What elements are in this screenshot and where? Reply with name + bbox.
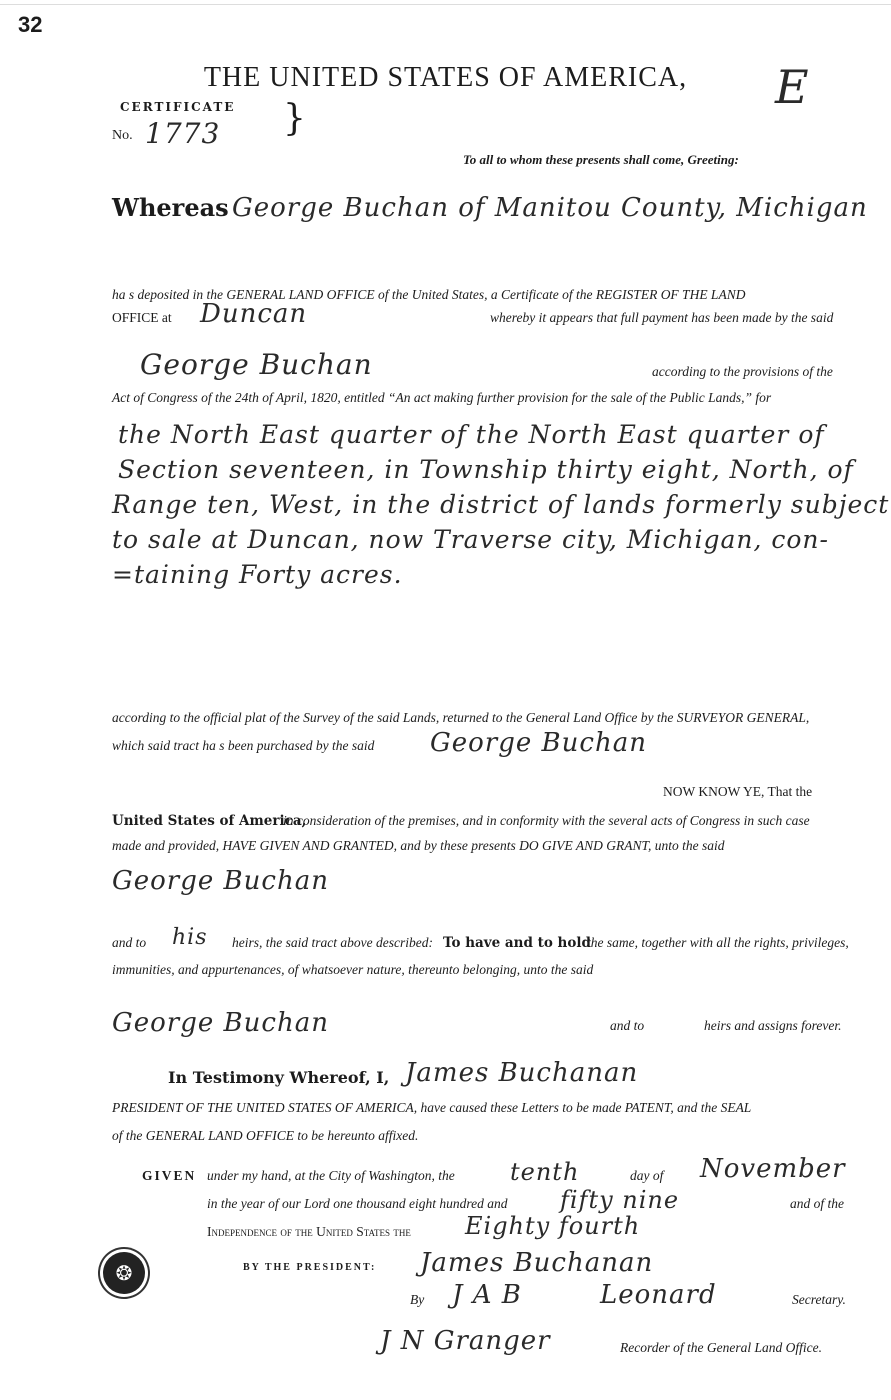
- greeting: To all to whom these presents shall come, Greeting:: [463, 152, 739, 167]
- certificate-number: 1773: [145, 117, 221, 150]
- and-to: and to: [112, 935, 147, 950]
- given-line-2: in the year of our Lord one thousand eight hundred and: [207, 1196, 508, 1211]
- given-day: tenth: [510, 1158, 580, 1186]
- deposit-grantee: George Buchan: [140, 348, 373, 381]
- recorder-label: Recorder of the General Land Office.: [620, 1340, 822, 1355]
- act-line: Act of Congress of the 24th of April, 1820, entitled “An act making further provision for the sale of the Public Lands,” for: [112, 390, 772, 405]
- given-word: GIVEN: [142, 1168, 197, 1183]
- by-the-president: BY THE PRESIDENT:: [243, 1262, 377, 1273]
- secretary-label: Secretary.: [792, 1292, 846, 1307]
- day-of: day of: [630, 1168, 664, 1183]
- president-name: James Buchanan: [405, 1058, 639, 1088]
- to-have-and-to-hold: To have and to hold: [443, 935, 591, 951]
- heirs-and-assigns: heirs and assigns forever.: [704, 1018, 842, 1033]
- description-line-1: the North East quarter of the North East quarter of: [118, 420, 825, 449]
- office-suffix: whereby it appears that full payment has been made by the said: [490, 310, 834, 325]
- description-line-4: to sale at Duncan, now Traverse city, Michigan, con-: [112, 525, 829, 554]
- president-signature: James Buchanan: [420, 1248, 654, 1278]
- brace-glyph: }: [283, 98, 306, 139]
- independence-year: Eighty fourth: [465, 1212, 641, 1240]
- corner-mark: E: [775, 60, 810, 114]
- secretary-name: Leonard: [600, 1280, 717, 1310]
- office-prefix: OFFICE at: [112, 310, 172, 325]
- document-title: THE UNITED STATES OF AMERICA,: [203, 62, 688, 93]
- and-of-the: and of the: [790, 1196, 844, 1211]
- seal-icon: ❂: [103, 1252, 145, 1294]
- testimony-line-2: of the GENERAL LAND OFFICE to be hereunto affixed.: [112, 1128, 419, 1143]
- description-line-3: Range ten, West, in the district of lands formerly subject: [112, 490, 890, 519]
- habendum-rest: the same, together with all the rights, privileges,: [587, 935, 849, 950]
- provisions-text: according to the provisions of the: [652, 364, 833, 379]
- grant-line-2: made and provided, HAVE GIVEN AND GRANTED, and by these presents DO GIVE AND GRANT, unto the said: [112, 838, 725, 853]
- whereas-word: Whereas: [112, 193, 229, 222]
- given-line-3: Independence of the United States the: [207, 1224, 411, 1239]
- survey-grantee: George Buchan: [430, 728, 647, 758]
- by-label: By: [410, 1292, 425, 1307]
- habendum-grantee: George Buchan: [112, 1008, 329, 1038]
- testimony-line-1: PRESIDENT OF THE UNITED STATES OF AMERICA, have caused these Letters to be made PATENT, and the SEAL: [112, 1100, 752, 1115]
- certificate-label: CERTIFICATE: [120, 100, 236, 114]
- survey-line-2: which said tract ha s been purchased by the said: [112, 738, 375, 753]
- grant-line-1: in consideration of the premises, and in conformity with the several acts of Congress in such case: [283, 813, 810, 828]
- and-to-2: and to: [610, 1018, 645, 1033]
- page-number: 32: [18, 12, 43, 37]
- description-line-2: Section seventeen, in Township thirty eight, North, of: [118, 455, 854, 484]
- united-states-blackletter: United States of America,: [112, 813, 307, 829]
- number-label: No.: [112, 128, 133, 143]
- deposit-line-1: ha s deposited in the GENERAL LAND OFFICE of the United States, a Certificate of the REGISTER OF THE LAND: [112, 287, 746, 302]
- habendum-line-2: immunities, and appurtenances, of whatsoever nature, thereunto belonging, unto the said: [112, 962, 594, 977]
- testimony-phrase: In Testimony Whereof, I,: [168, 1068, 390, 1087]
- now-know-ye: NOW KNOW YE, That the: [663, 784, 813, 799]
- grant-grantee: George Buchan: [112, 866, 329, 896]
- description-line-5: =taining Forty acres.: [112, 560, 403, 589]
- pronoun: his: [172, 925, 208, 950]
- survey-line-1: according to the official plat of the Survey of the said Lands, returned to the General Land Office by the SURVEYOR GENERAL,: [112, 710, 810, 725]
- secretary-initials: J A B: [452, 1280, 522, 1310]
- given-month: November: [700, 1154, 846, 1184]
- recorder-signature: J N Granger: [380, 1326, 551, 1356]
- office-name: Duncan: [200, 299, 308, 329]
- heirs-part: heirs, the said tract above described:: [232, 935, 433, 950]
- grantee-entry: George Buchan of Manitou County, Michigan: [232, 193, 868, 223]
- top-border: [0, 4, 891, 5]
- given-year: fifty nine: [560, 1186, 680, 1214]
- given-line-1: under my hand, at the City of Washington, the: [207, 1168, 455, 1183]
